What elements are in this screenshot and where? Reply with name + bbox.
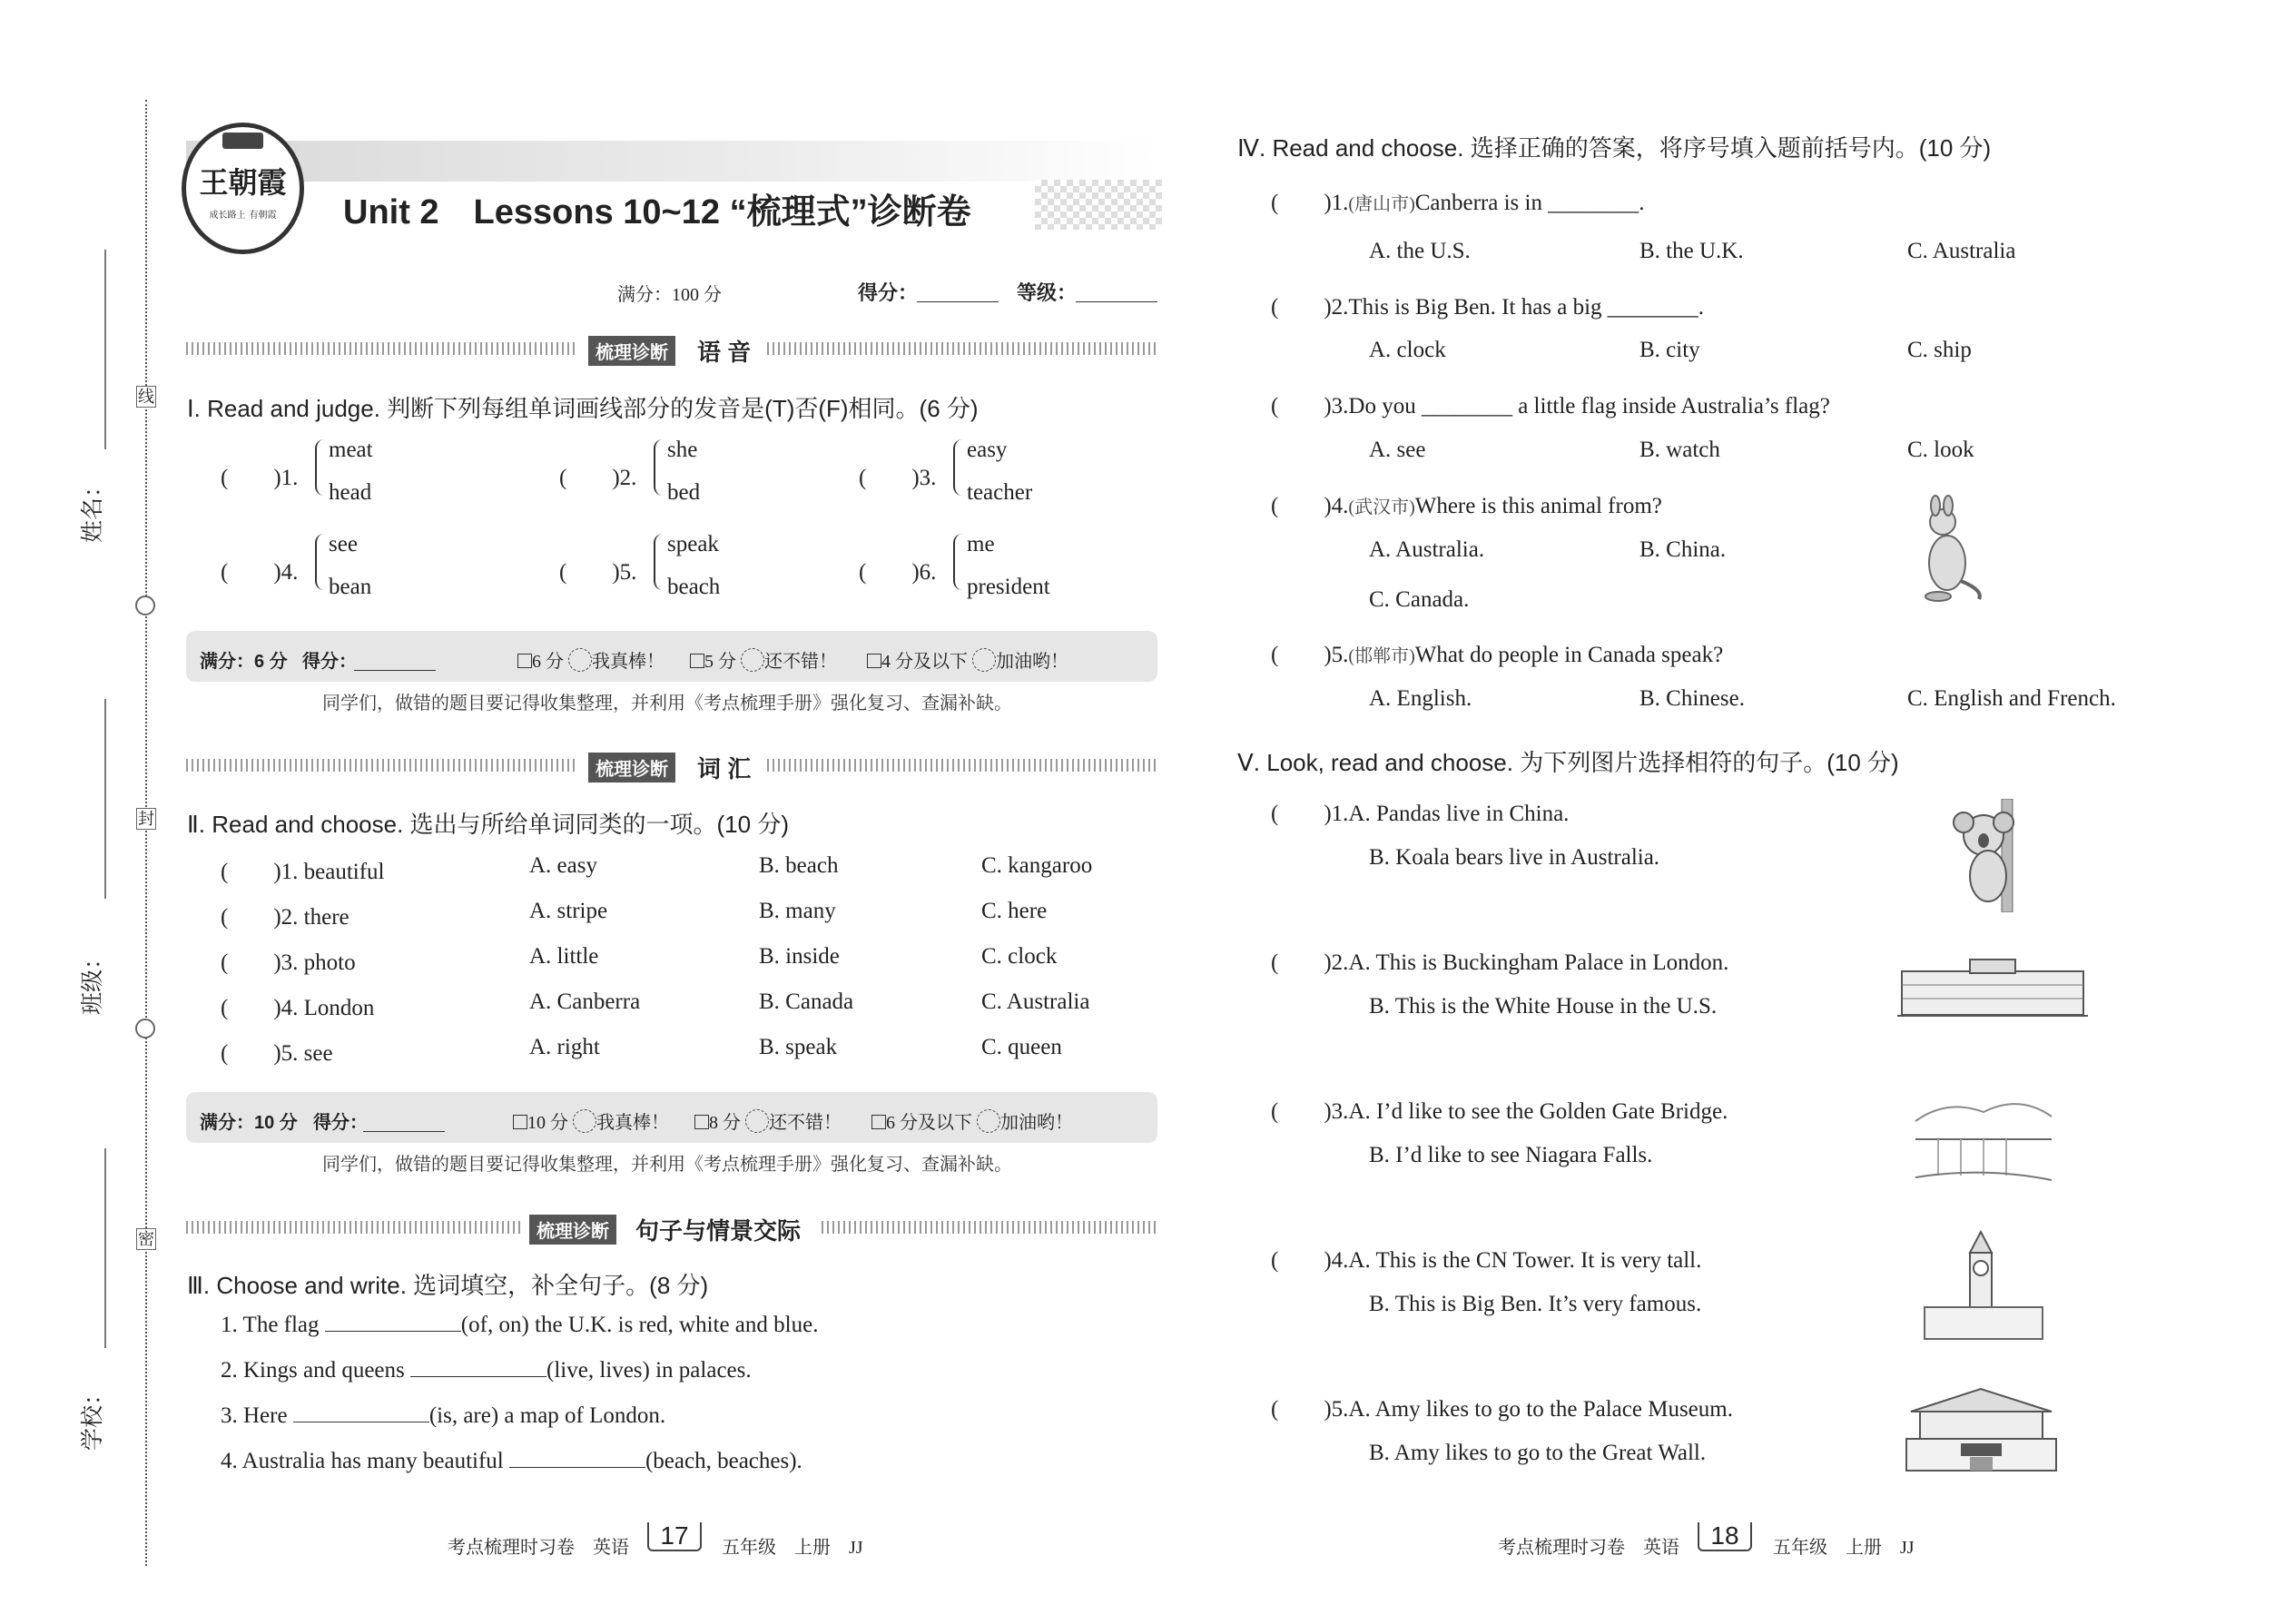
logo-badge	[182, 123, 304, 254]
grade-field[interactable]	[1076, 301, 1157, 302]
q5-item5-b: B. Amy likes to go to the Great Wall.	[1369, 1441, 1707, 1465]
q4-item2-paren[interactable]: ( )2.	[1271, 295, 1349, 320]
q2-bar-full: 满分：10 分	[200, 1113, 298, 1133]
q1-item2-paren[interactable]: ( )2.	[559, 466, 637, 490]
q1-checkbox-c[interactable]	[867, 654, 881, 668]
q1-bar-c-label: 4 分及以下	[881, 652, 968, 672]
q2-row2-question[interactable]: ( )2. there	[221, 905, 350, 930]
q1-checkbox-b[interactable]	[690, 654, 704, 668]
q2-row5-question[interactable]: ( )5. see	[221, 1041, 333, 1066]
section2-rule-left	[186, 759, 576, 772]
q1-title: Ⅰ. Read and judge. 判断下列每组单词画线部分的发音是(T)否(F)相同。(6 分)	[187, 395, 979, 422]
q3-sentence1	[221, 1313, 818, 1338]
q1-bar-c-text: 加油哟！	[996, 652, 1068, 672]
q1-item1-paren[interactable]: ( )1.	[221, 466, 299, 490]
q2-row2-a: A. stripe	[529, 899, 608, 923]
q1-item6-brace	[953, 534, 962, 590]
binding-ring-1	[135, 595, 155, 615]
q4-item5-question: What do people in Canada speak?	[1414, 643, 1724, 667]
q2-bar-b-label: 8 分	[709, 1113, 741, 1133]
section2-name: 词 汇	[697, 755, 752, 782]
section3-name: 句子与情景交际	[635, 1217, 802, 1245]
section3-tag: 梳理诊断	[529, 1215, 616, 1245]
q2-row5-b: B. speak	[759, 1035, 838, 1059]
waterfall-picture	[1911, 1094, 2056, 1185]
q1-bar-a-label: 6 分	[532, 652, 564, 672]
koala-picture	[1938, 799, 2038, 912]
seal-mark-2: 封	[138, 810, 154, 828]
q4-item5-c: C. English and French.	[1907, 686, 2116, 711]
q5-title: Ⅴ. Look, read and choose. 为下列图片选择相符的句子。(10 分)	[1237, 749, 1899, 776]
q1-bar-option-a[interactable]	[517, 646, 665, 673]
q1-bar-option-c[interactable]	[867, 646, 1068, 673]
section1-rule-left	[186, 342, 576, 355]
q2-row2-c: C. here	[981, 899, 1048, 923]
q2-row2-b: B. many	[759, 899, 836, 923]
q2-row5-a: A. right	[529, 1035, 600, 1059]
q2-bar-option-b[interactable]	[694, 1107, 842, 1134]
q2-title: Ⅱ. Read and choose. 选出与所给单词同类的一项。(10 分)	[187, 811, 789, 838]
q5-item2-paren[interactable]: ( )2.	[1271, 950, 1349, 975]
q5-item1-a: A. Pandas live in China.	[1348, 802, 1570, 826]
section2-tag: 梳理诊断	[588, 753, 675, 782]
smiley-icon	[573, 1109, 596, 1133]
footer-left-grade: 五年级 上册 JJ	[722, 1538, 863, 1558]
q2-row1-a: A. easy	[529, 853, 597, 878]
palace-museum-picture	[1902, 1384, 2061, 1475]
q4-item2-line	[1271, 289, 1704, 321]
q2-row3-c: C. clock	[981, 944, 1058, 969]
q1-bar-a-text: 我真棒！	[592, 652, 665, 672]
q1-item6-word2: president	[967, 575, 1050, 599]
big-ben-picture	[1920, 1230, 2047, 1343]
logo-text: 王朝霞	[199, 165, 287, 200]
score-field[interactable]	[917, 301, 999, 302]
q4-item1-paren[interactable]: ( )1.	[1271, 191, 1349, 215]
q1-item3-brace	[953, 439, 962, 496]
name-label: 姓名：	[81, 474, 105, 543]
q2-row4-question[interactable]: ( )4. London	[221, 996, 375, 1020]
q4-item4-c: C. Canada.	[1369, 587, 1470, 612]
q4-item5-line	[1271, 636, 1723, 669]
q3-s3-end: (is, are) a map of London.	[428, 1403, 666, 1428]
q2-hint: 同学们，做错的题目要记得收集整理，并利用《考点梳理手册》强化复习、查漏补缺。	[322, 1155, 1012, 1175]
q1-item2-word2: bed	[667, 480, 701, 505]
seal-mark-1: 线	[138, 388, 154, 406]
q4-item4-a: A. Australia.	[1369, 537, 1485, 562]
footer-right-page: 18	[1698, 1522, 1752, 1551]
q2-checkbox-c[interactable]	[871, 1115, 886, 1129]
q2-bar-option-c[interactable]	[871, 1107, 1073, 1134]
q5-item2-a: A. This is Buckingham Palace in London.	[1348, 950, 1729, 975]
q1-item1-word2: head	[329, 480, 372, 505]
q5-item3-a: A. I’d like to see the Golden Gate Bridge.	[1348, 1099, 1728, 1124]
footer-left-page: 17	[647, 1522, 702, 1551]
q1-item5-word1: speak	[667, 532, 719, 556]
q1-item1-brace	[315, 439, 324, 496]
q2-row1-c: C. kangaroo	[981, 853, 1093, 878]
q3-s3-start: 3. Here	[221, 1403, 288, 1428]
school-label: 学校：	[81, 1382, 105, 1451]
q1-bar-full: 满分：6 分	[200, 652, 288, 672]
palace-picture	[1897, 949, 2088, 1021]
q1-item6-paren[interactable]: ( )6.	[859, 560, 937, 585]
full-score: 满分：100 分	[617, 285, 722, 305]
q4-item2-c: C. ship	[1907, 338, 1972, 362]
q1-item4-brace	[315, 534, 324, 590]
q3-s2-end: (live, lives) in palaces.	[546, 1358, 752, 1383]
q1-item3-word1: easy	[967, 438, 1008, 462]
section1-tag: 梳理诊断	[588, 336, 675, 366]
footer-right-grade: 五年级 上册 JJ	[1773, 1538, 1915, 1558]
q2-bar-c-label: 6 分及以下	[886, 1113, 972, 1133]
smiley-icon	[568, 648, 592, 672]
smiley-icon	[741, 648, 764, 672]
q4-item5-a: A. English.	[1369, 686, 1472, 711]
q1-bar-score: 得分：	[302, 652, 357, 672]
q4-item2-b: B. city	[1639, 338, 1700, 362]
q1-checkbox-a[interactable]	[517, 654, 532, 668]
q1-item4-word2: bean	[329, 575, 372, 599]
q4-item5-tag: (邯郸市)	[1348, 646, 1415, 666]
section1-rule-right	[767, 342, 1157, 355]
q4-item4-question: Where is this animal from?	[1414, 494, 1662, 518]
q5-item2-b: B. This is the White House in the U.S.	[1369, 994, 1718, 1019]
q2-row1-question[interactable]: ( )1. beautiful	[221, 860, 385, 884]
q1-item3-word2: teacher	[967, 480, 1033, 505]
class-label: 班级：	[81, 946, 105, 1015]
q4-item3-c: C. look	[1907, 438, 1974, 462]
q1-item2-word1: she	[667, 438, 698, 462]
page-title: Unit 2 Lessons 10~12 “梳理式”诊断卷	[343, 193, 971, 231]
q1-hint: 同学们，做错的题目要记得收集整理，并利用《考点梳理手册》强化复习、查漏补缺。	[322, 694, 1012, 714]
q2-row4-a: A. Canberra	[529, 989, 641, 1014]
school-line	[104, 1148, 106, 1348]
q3-s1-start: 1. The flag	[221, 1313, 320, 1337]
q4-item3-line	[1271, 388, 1830, 420]
q2-bar-option-a[interactable]	[513, 1107, 669, 1134]
q2-checkbox-b[interactable]	[694, 1115, 709, 1129]
q4-item2-a: A. clock	[1369, 338, 1446, 362]
q5-item4-line	[1271, 1242, 1701, 1275]
binding-ring-2	[135, 1019, 155, 1038]
q2-bar-score: 得分：	[313, 1113, 368, 1133]
q5-item3-line	[1271, 1093, 1728, 1126]
q1-item1-word1: meat	[329, 438, 373, 462]
q3-sentence2	[221, 1358, 752, 1383]
q2-row4-c: C. Australia	[981, 989, 1090, 1014]
q4-item4-tag: (武汉市)	[1348, 497, 1415, 517]
q5-item1-line	[1271, 795, 1569, 828]
q1-item5-brace	[654, 534, 663, 590]
q1-item5-word2: beach	[667, 575, 721, 599]
q4-item3-question: Do you ________ a little flag inside Australia’s flag?	[1348, 394, 1830, 418]
class-line	[104, 699, 106, 899]
q2-bar-score-field[interactable]	[363, 1131, 445, 1132]
q5-item1-paren[interactable]: ( )1.	[1271, 802, 1349, 826]
q4-title: Ⅳ. Read and choose. 选择正确的答案，将序号填入题前括号内。(10 分)	[1237, 134, 1992, 162]
q3-s4-start: 4. Australia has many beautiful	[221, 1449, 504, 1473]
q5-item4-a: A. This is the CN Tower. It is very tall.	[1348, 1248, 1702, 1273]
smiley-icon	[972, 648, 996, 672]
q3-s4-end: (beach, beaches).	[645, 1449, 802, 1473]
q1-item4-word1: see	[329, 532, 358, 556]
smiley-icon	[745, 1109, 769, 1133]
name-line	[104, 250, 106, 449]
q3-sentence4	[221, 1449, 802, 1474]
q2-row3-question[interactable]: ( )3. photo	[221, 950, 356, 975]
q2-bar-b-text: 还不错！	[769, 1113, 842, 1133]
q3-title: Ⅲ. Choose and write. 选词填空，补全句子。(8 分)	[187, 1272, 709, 1299]
q3-sentence3	[221, 1403, 665, 1429]
section3-rule-right	[822, 1221, 1157, 1234]
q2-row1-b: B. beach	[759, 853, 839, 878]
section3-rule-left	[186, 1221, 522, 1234]
q5-item5-paren[interactable]: ( )5.	[1271, 1397, 1349, 1422]
smiley-icon	[977, 1109, 1000, 1133]
q3-blank-1[interactable]	[325, 1331, 461, 1332]
q5-item4-b: B. This is Big Ben. It’s very famous.	[1369, 1292, 1702, 1316]
q5-item5-line	[1271, 1391, 1733, 1423]
q4-item1-line	[1271, 184, 1644, 217]
q5-item3-paren[interactable]: ( )3.	[1271, 1099, 1349, 1124]
q1-item6-word1: me	[967, 532, 995, 556]
q4-item1-b: B. the U.K.	[1639, 239, 1744, 263]
logo-crown	[222, 133, 263, 149]
q2-row5-c: C. queen	[981, 1035, 1062, 1059]
title-checker	[1035, 180, 1162, 230]
q4-item1-question: Canberra is in ________.	[1414, 191, 1645, 215]
q4-item3-b: B. watch	[1639, 438, 1720, 462]
score-label: 得分：	[858, 281, 919, 304]
q2-checkbox-a[interactable]	[513, 1115, 527, 1129]
footer-left-book: 考点梳理时习卷 英语	[448, 1538, 629, 1558]
q5-item2-line	[1271, 944, 1728, 977]
q5-item3-b: B. I’d like to see Niagara Falls.	[1369, 1143, 1653, 1167]
logo-sub-1: 成长路上	[209, 211, 246, 221]
footer-right-book: 考点梳理时习卷 英语	[1498, 1538, 1679, 1558]
q1-bar-b-label: 5 分	[704, 652, 736, 672]
title-ribbon	[186, 141, 1157, 182]
grade-label: 等级：	[1017, 281, 1078, 304]
q4-item5-paren[interactable]: ( )5.	[1271, 643, 1349, 667]
seal-mark-3: 密	[138, 1230, 154, 1248]
q2-row4-b: B. Canada	[759, 989, 854, 1014]
q5-item4-paren[interactable]: ( )4.	[1271, 1248, 1349, 1273]
q2-row3-a: A. little	[529, 944, 599, 969]
q3-s2-start: 2. Kings and queens	[221, 1358, 405, 1383]
q1-item5-paren[interactable]: ( )5.	[559, 560, 637, 585]
q2-row3-b: B. inside	[759, 944, 840, 969]
q4-item1-tag: (唐山市)	[1348, 194, 1415, 214]
q1-item3-paren[interactable]: ( )3.	[859, 466, 937, 490]
q2-bar-a-label: 10 分	[527, 1113, 568, 1133]
q3-blank-4[interactable]	[509, 1467, 645, 1468]
q3-blank-2[interactable]	[410, 1376, 546, 1377]
q4-item1-a: A. the U.S.	[1369, 239, 1471, 263]
q1-bar-b-text: 还不错！	[764, 652, 837, 672]
q4-item3-a: A. see	[1369, 438, 1426, 462]
q4-item1-c: C. Australia	[1907, 239, 2016, 263]
q2-bar-a-text: 我真棒！	[596, 1113, 669, 1133]
binding-dotted-line	[145, 100, 147, 1566]
q5-item5-a: A. Amy likes to go to the Palace Museum.	[1348, 1397, 1733, 1422]
q4-item4-paren[interactable]: ( )4.	[1271, 494, 1349, 518]
logo-sub-2: 有朝霞	[249, 211, 277, 221]
q1-bar-score-field[interactable]	[354, 670, 436, 671]
section2-rule-right	[767, 759, 1157, 772]
q2-bar-c-text: 加油哟！	[1000, 1113, 1073, 1133]
q4-item4-line	[1271, 487, 1662, 520]
q4-item3-paren[interactable]: ( )3.	[1271, 394, 1349, 418]
q1-item4-paren[interactable]: ( )4.	[221, 560, 299, 585]
q4-item5-b: B. Chinese.	[1639, 686, 1745, 711]
q4-item2-question: This is Big Ben. It has a big ________.	[1348, 295, 1705, 320]
q1-item2-brace	[654, 439, 663, 496]
q1-bar-option-b[interactable]	[690, 646, 837, 673]
q4-item4-b: B. China.	[1639, 537, 1727, 562]
section1-name: 语 音	[697, 339, 752, 366]
q3-s1-end: (of, on) the U.K. is red, white and blue.	[460, 1313, 819, 1337]
kangaroo-picture	[1906, 495, 1988, 604]
q5-item1-b: B. Koala bears live in Australia.	[1369, 845, 1660, 870]
